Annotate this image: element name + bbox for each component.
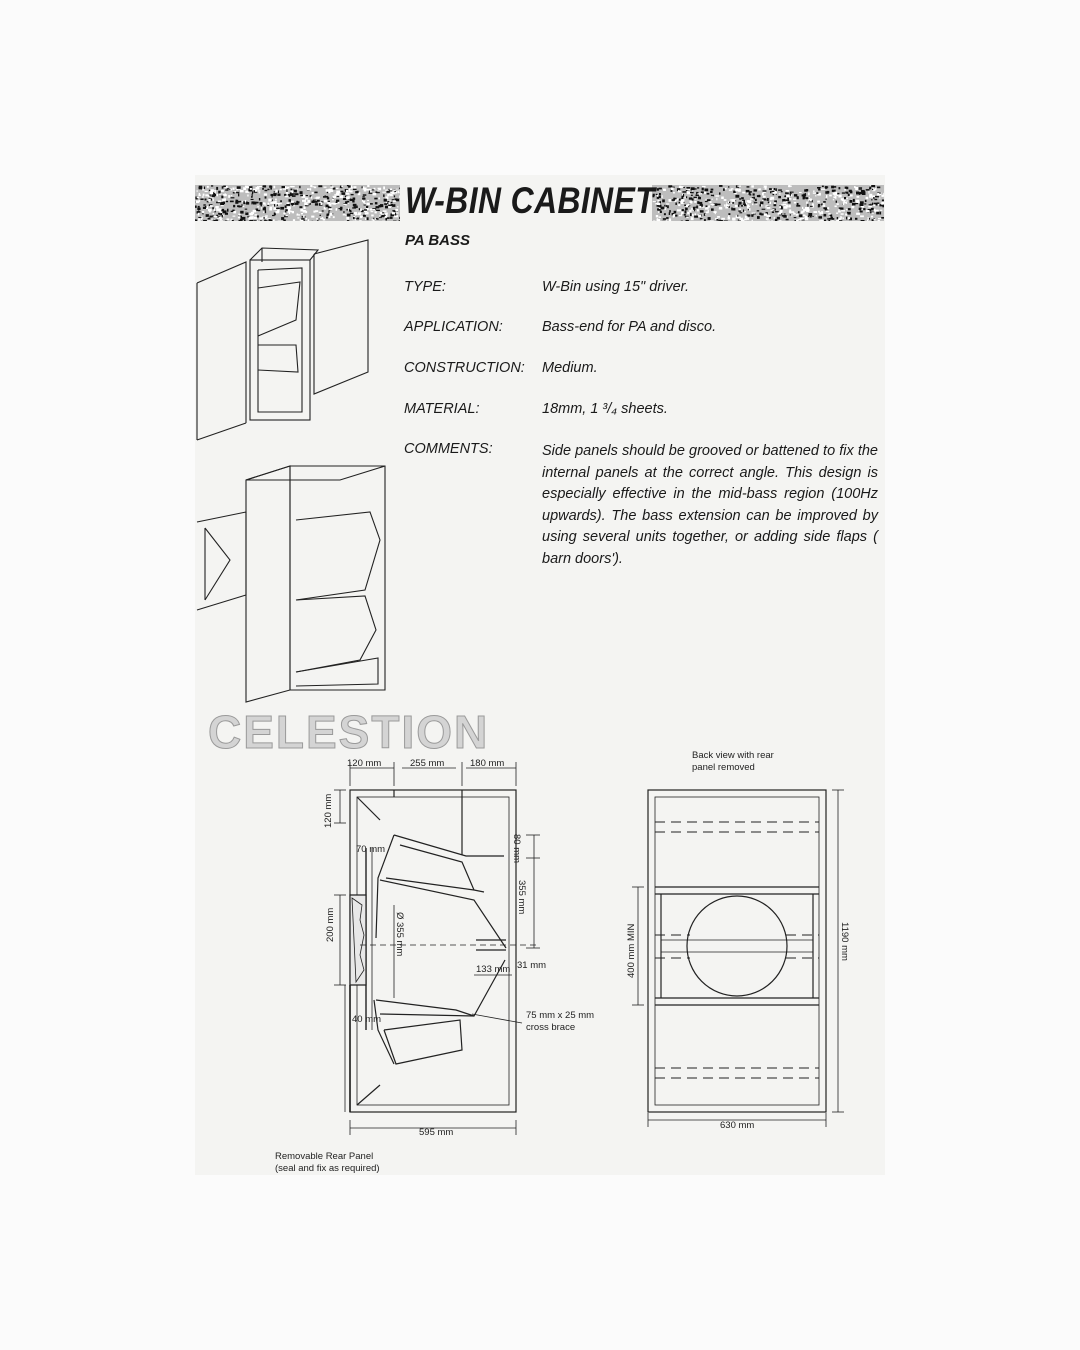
dim-top-b: 255 mm — [410, 758, 445, 769]
back-view-caption-line2: panel removed — [692, 762, 755, 773]
spec-label-material: MATERIAL: — [404, 401, 480, 417]
dim-40: 40 mm — [352, 1014, 382, 1025]
dim-200: 200 mm — [325, 907, 336, 942]
brace-note-line2: cross brace — [526, 1022, 576, 1033]
celestion-logo — [208, 706, 489, 758]
spec-label-type: TYPE: — [404, 279, 446, 295]
spec-value-type: W-Bin using 15" driver. — [542, 279, 689, 295]
rear-panel-note-line1: Removable Rear Panel — [275, 1151, 374, 1162]
dim-80: 80 mm — [511, 834, 522, 864]
side-section-drawing — [334, 762, 540, 1135]
spec-value-material: 18mm, 1 ³/₄ sheets. — [542, 401, 668, 417]
dim-top-c: 180 mm — [470, 758, 505, 769]
dim-height: 1190 mm — [839, 922, 850, 961]
rear-panel-note-line2: (seal and fix as required) — [275, 1163, 380, 1174]
spec-label-comments: COMMENTS: — [404, 441, 493, 457]
page-subtitle: PA BASS — [405, 232, 471, 249]
page-title: W-BIN CABINET — [405, 180, 656, 221]
dim-opening: 400 mm MIN — [626, 923, 637, 978]
dim-diameter: Ø 355 mm — [394, 912, 405, 957]
spec-value-construction: Medium. — [542, 360, 598, 376]
spec-label-application: APPLICATION: — [404, 319, 503, 335]
dim-70: 70 mm — [356, 844, 386, 855]
dim-width: 630 mm — [720, 1120, 755, 1131]
cabinet-sketch-open-doors — [197, 240, 368, 440]
back-view-drawing — [632, 790, 844, 1127]
cabinet-sketch-closed — [197, 466, 385, 702]
spec-value-application: Bass-end for PA and disco. — [542, 319, 717, 335]
dim-bottom: 595 mm — [419, 1127, 454, 1138]
dim-left-top: 120 mm — [323, 793, 334, 828]
spec-value-comments: Side panels should be grooved or battened to fix the internal panels at the correct angle. This design is especially effective in the mid-bass region (100Hz upwards). The bass extension can be improved by using several units together, or adding side flaps ( barn doors'). — [542, 443, 878, 567]
dim-top-a: 120 mm — [347, 758, 382, 769]
brace-note-line1: 75 mm x 25 mm — [526, 1010, 595, 1021]
logo-text: CELESTION — [208, 706, 490, 758]
dim-355-right: 355 mm — [516, 880, 527, 915]
spec-label-construction: CONSTRUCTION: — [404, 360, 525, 376]
dim-133: 133 mm — [476, 964, 511, 975]
back-view-caption-line1: Back view with rear — [692, 750, 774, 761]
dim-31: 31 mm — [517, 960, 547, 971]
